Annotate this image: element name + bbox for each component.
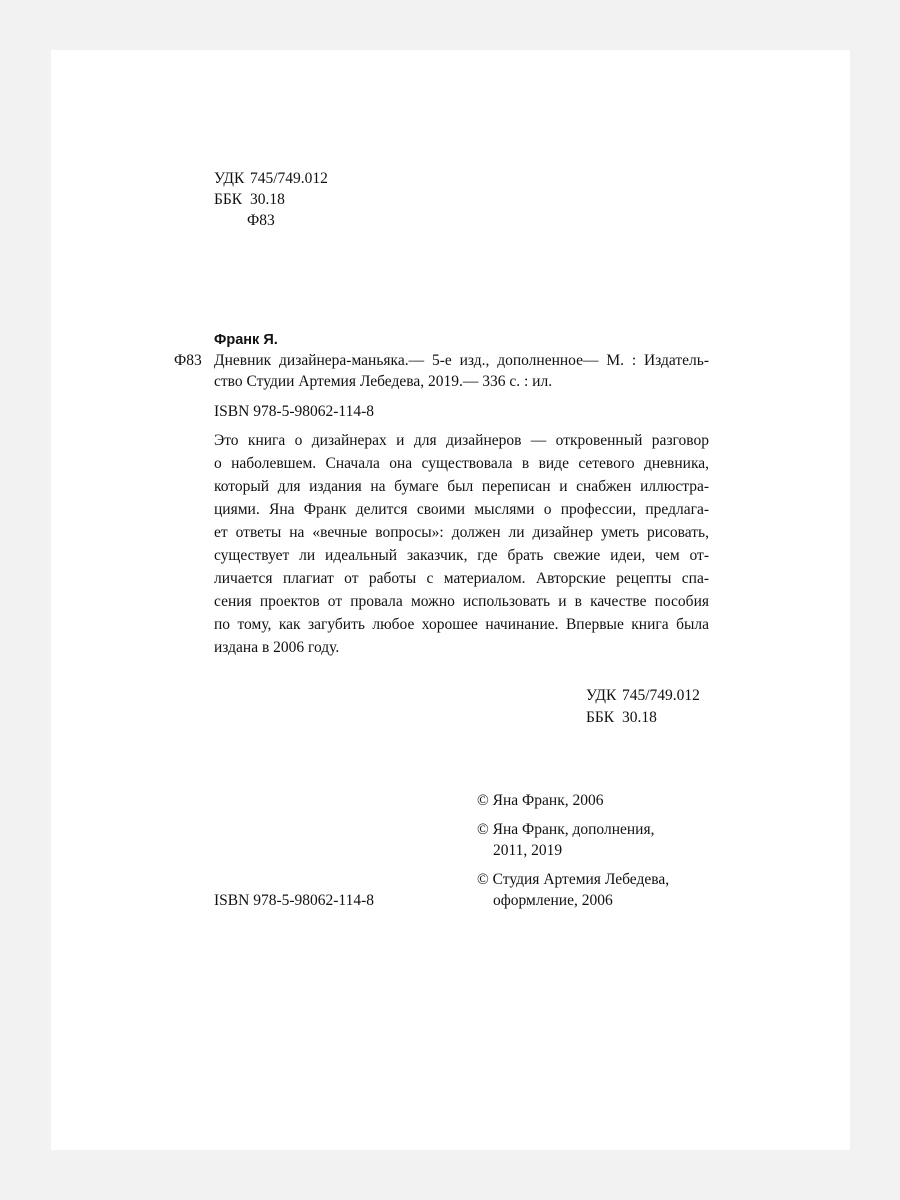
bottom-bbk-value: 30.18 [622,709,657,726]
top-bbk-label: ББК [214,191,243,208]
annotation-line: сения проектов от провала можно использовать и в качестве пособия [214,593,709,610]
record-isbn: ISBN 978-5-98062-114-8 [214,403,375,420]
top-udk-label: УДК [214,170,245,187]
annotation-line: по тому, как загубить любое хорошее начинание. Впервые книга была [214,616,709,633]
annotation-line: который для издания на бумаге был переписан и снабжен иллюстра- [214,478,709,495]
annotation-line: циями. Яна Франк делится своими мыслями о профессии, предлага- [214,501,709,518]
top-udk-value: 745/749.012 [250,170,328,187]
annotation-line: Это книга о дизайнерах и для дизайнеров — откровенный разговор [214,432,709,449]
bottom-udk-line [586,685,700,707]
bottom-isbn: ISBN 978-5-98062-114-8 [214,892,375,909]
bottom-bbk-line [586,707,657,729]
bottom-udk-label: УДК [586,687,617,704]
copyright-studio: © Студия Артемия Лебедева, [477,871,670,888]
copyright-studio-design: оформление, 2006 [493,892,613,909]
bottom-udk-value: 745/749.012 [622,687,700,704]
record-title-line-1: Дневник дизайнера-маньяка.— 5-е изд., дополненное— М. : Издатель- [214,352,709,369]
top-bbk-line [214,189,285,211]
copyright-additions-years: 2011, 2019 [493,842,563,859]
copyright-additions: © Яна Франк, дополнения, [477,821,655,838]
record-author: Франк Я. [214,332,278,348]
annotation-line: издана в 2006 году. [214,639,340,656]
annotation-line: личается плагиат от работы с материалом. Авторские рецепты спа- [214,570,709,587]
top-author-mark: Ф83 [247,212,275,229]
top-udk-line [214,168,328,190]
record-title-line-2: ство Студии Артемия Лебедева, 2019.— 336 с. : ил. [214,373,553,390]
imprint-page [51,50,850,1150]
top-bbk-value: 30.18 [250,191,285,208]
bottom-bbk-label: ББК [586,709,615,726]
copyright-author: © Яна Франк, 2006 [477,792,604,809]
annotation-line: о наболевшем. Сначала она существовала в виде сетевого дневника, [214,455,709,472]
annotation-line: существует ли идеальный заказчик, где брать свежие идеи, чем от- [214,547,709,564]
record-author-mark: Ф83 [174,352,202,369]
annotation-line: ет ответы на «вечные вопросы»: должен ли дизайнер уметь рисовать, [214,524,709,541]
